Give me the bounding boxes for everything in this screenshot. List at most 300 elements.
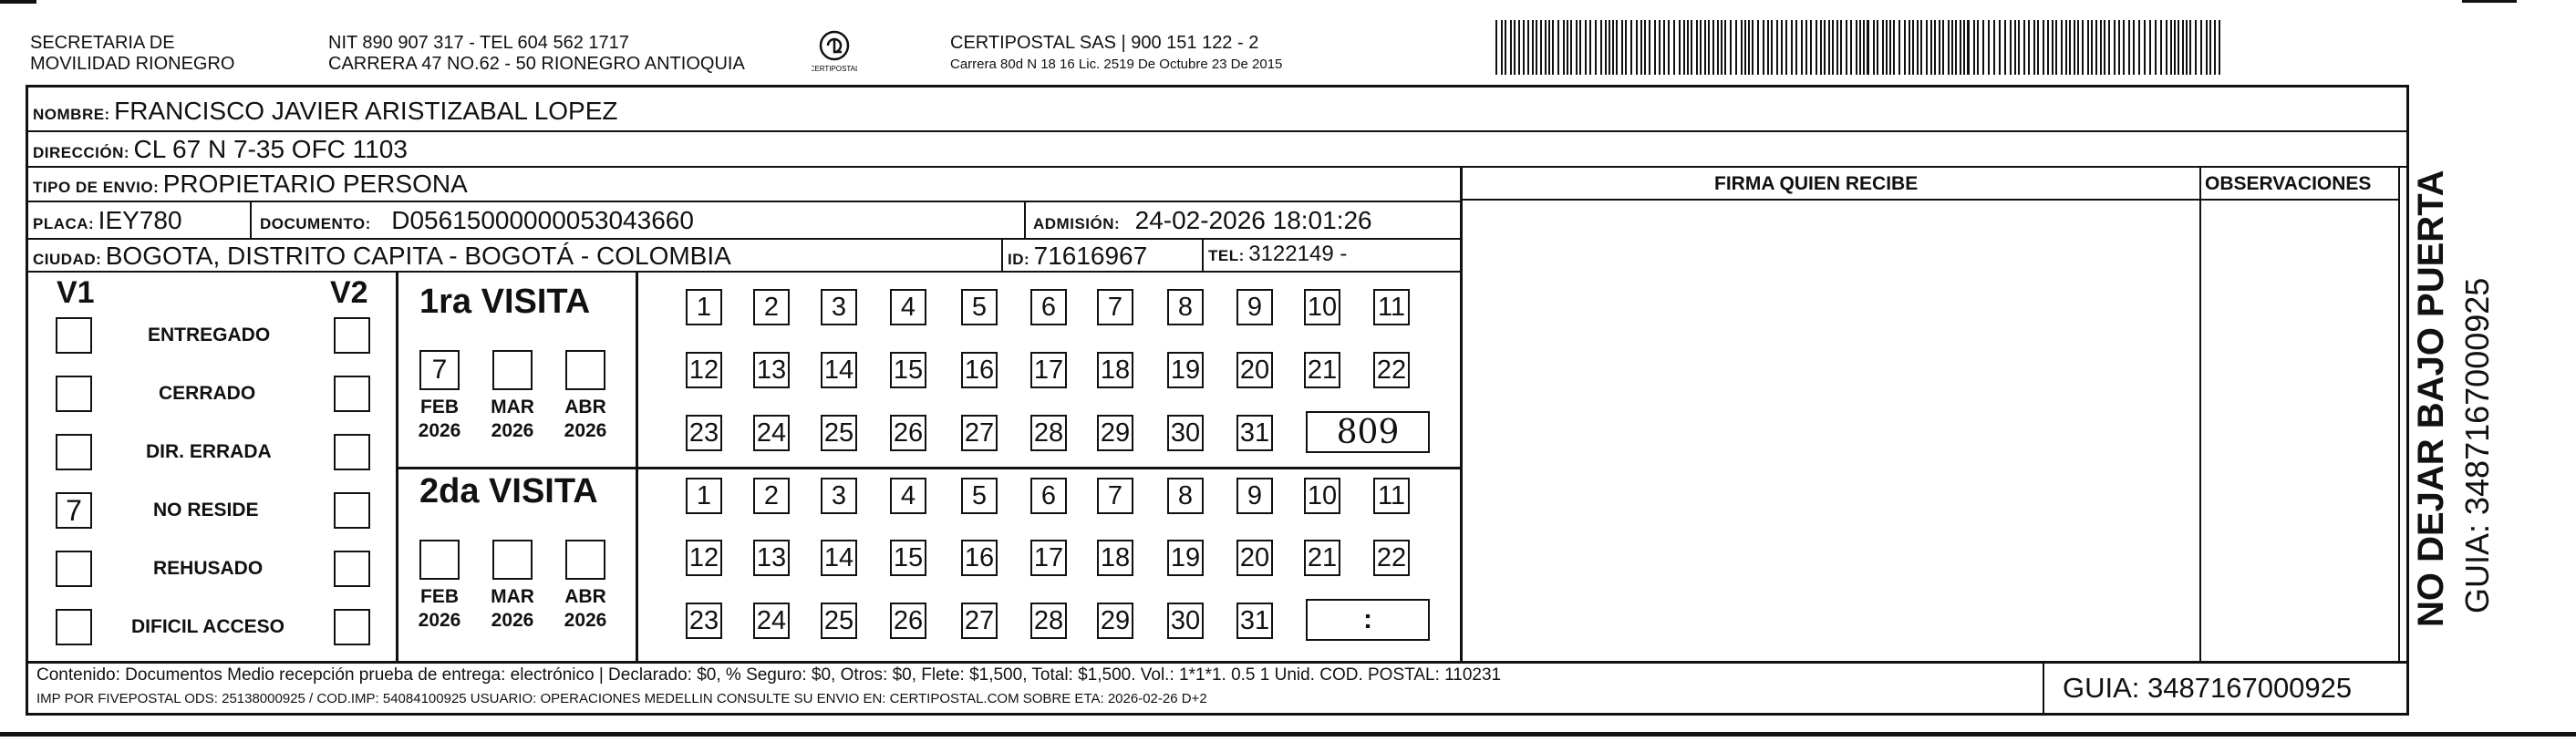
barcode-bar: [1679, 20, 1681, 75]
ciudad-label: CIUDAD:: [33, 251, 102, 268]
visit2-title: 2da VISITA: [419, 472, 598, 510]
day-box[interactable]: 20: [1236, 540, 1273, 576]
month-label: MAR: [491, 586, 534, 607]
day-box[interactable]: 15: [890, 352, 926, 388]
observaciones-header: OBSERVACIONES: [2205, 173, 2372, 194]
day-box[interactable]: 14: [821, 352, 857, 388]
barcode-bar: [1951, 20, 1953, 75]
day-box[interactable]: 16: [961, 540, 998, 576]
org-name: [30, 33, 234, 75]
barcode-bar: [1532, 20, 1534, 75]
visit2-time-box[interactable]: :: [1306, 599, 1430, 641]
barcode-bar: [1832, 20, 1834, 75]
nombre-label: NOMBRE:: [33, 106, 110, 123]
month-label: ABR: [564, 586, 606, 607]
footer-imp: IMP POR FIVEPOSTAL ODS: 25138000925 / COD.IMP: 54084100925 USUARIO: OPERACIONES MEDELLIN CONSULTE SU ENVIO EN: CERTIPOSTAL.COM SOBRE ETA: 2026-02-26 D+2: [36, 691, 1207, 706]
month-label: FEB: [420, 397, 459, 417]
barcode-bar: [1523, 20, 1525, 75]
barcode-bar: [1514, 20, 1516, 75]
day-box[interactable]: 7: [1097, 478, 1133, 514]
barcode-bar: [1649, 20, 1650, 75]
barcode-bar: [1785, 20, 1787, 75]
day-box[interactable]: 10: [1304, 478, 1340, 514]
barcode-bar: [1570, 20, 1572, 75]
barcode-bar: [1767, 20, 1769, 75]
barcode-bar: [1501, 20, 1503, 75]
barcode-bar: [1859, 20, 1861, 75]
barcode-bar: [1717, 20, 1719, 75]
day-box[interactable]: 31: [1236, 415, 1273, 451]
placa-row: [33, 206, 182, 235]
barcode-bar: [1993, 20, 1995, 75]
barcode-bar: [1545, 20, 1547, 75]
day-box[interactable]: 2: [753, 289, 790, 325]
day-box[interactable]: 9: [1236, 478, 1273, 514]
year-label: 2026: [491, 610, 534, 631]
footer-guia: GUIA: 3487167000925: [2063, 672, 2353, 704]
barcode-bar: [1576, 20, 1578, 75]
barcode-bar: [1540, 20, 1542, 75]
barcode-bar: [2061, 20, 2063, 75]
day-box[interactable]: 20: [1236, 352, 1273, 388]
barcode-bar: [2214, 20, 2216, 75]
barcode-bar: [1856, 20, 1857, 75]
vertical-guia: GUIA: 3487167000925: [2458, 277, 2496, 613]
barcode-bar: [2166, 20, 2167, 75]
barcode-bar: [1730, 20, 1732, 75]
certipostal-logo: [812, 29, 857, 77]
documento-label: DOCUMENTO:: [260, 215, 371, 232]
day-box[interactable]: 8: [1167, 289, 1204, 325]
tipo-envio-label: TIPO DE ENVIO:: [33, 179, 160, 196]
firma-header: FIRMA QUIEN RECIBE: [1714, 173, 1919, 194]
ciudad-row: [33, 242, 731, 271]
day-box[interactable]: 24: [753, 415, 790, 451]
day-box[interactable]: 17: [1030, 540, 1067, 576]
barcode-bar: [1595, 20, 1597, 75]
placa-label: PLACA:: [33, 215, 95, 232]
org-line-2: MOVILIDAD RIONEGRO: [30, 54, 235, 74]
company-info: [950, 33, 1282, 73]
v2-checkbox[interactable]: [334, 609, 370, 645]
day-box[interactable]: 23: [686, 603, 722, 639]
barcode-bar: [1781, 20, 1783, 75]
day-box[interactable]: 18: [1097, 540, 1133, 576]
barcode-bar: [1893, 20, 1895, 75]
address-line: CARRERA 47 NO.62 - 50 RIONEGRO ANTIOQUIA: [328, 54, 745, 74]
barcode-bar: [2118, 20, 2120, 75]
day-box[interactable]: 1: [686, 478, 722, 514]
barcode-bar: [2104, 20, 2105, 75]
barcode-bar: [2114, 20, 2116, 75]
day-box[interactable]: 11: [1373, 478, 1410, 514]
barcode-bar: [1934, 20, 1936, 75]
barcode-bar: [1820, 20, 1822, 75]
id-label: ID:: [1008, 251, 1030, 268]
barcode-bar: [2108, 20, 2110, 75]
barcode-bar: [1999, 20, 2001, 75]
v2-checkbox[interactable]: [334, 376, 370, 412]
barcode-bar: [1579, 20, 1581, 75]
barcode-bar: [1612, 20, 1614, 75]
documento-value: D05615000000053043660: [391, 206, 694, 234]
day-box[interactable]: 26: [890, 603, 926, 639]
barcode-bar: [1552, 20, 1554, 75]
day-box[interactable]: 3: [821, 289, 857, 325]
day-box[interactable]: 13: [753, 352, 790, 388]
barcode-bar: [1791, 20, 1793, 75]
admision-label: ADMISIÓN:: [1033, 215, 1121, 232]
day-box[interactable]: 8: [1167, 478, 1204, 514]
footer-contenido: Contenido: Documentos Medio recepción prueba de entrega: electrónico | Declarado: $0, % Seguro: $0, Otros: $0, Flete: $1,500, Total: $1,500. Vol.: 1*1*1. 0.5 1 Unid. COD. POSTAL: 110231: [36, 665, 1502, 685]
day-box[interactable]: 24: [753, 603, 790, 639]
barcode: [1495, 18, 2225, 77]
barcode-bar: [2082, 20, 2084, 75]
day-box[interactable]: 21: [1304, 352, 1340, 388]
v1-checkbox[interactable]: [56, 434, 92, 470]
barcode-bar: [2219, 20, 2220, 75]
barcode-bar: [2144, 20, 2146, 75]
v2-checkbox[interactable]: [334, 551, 370, 587]
barcode-bar: [1877, 20, 1878, 75]
barcode-bar: [1605, 20, 1607, 75]
barcode-bar: [2095, 20, 2097, 75]
v2-checkbox[interactable]: [334, 434, 370, 470]
barcode-bar: [1763, 20, 1764, 75]
month-label: MAR: [491, 397, 534, 417]
barcode-bar: [1886, 20, 1888, 75]
barcode-bar: [1917, 20, 1919, 75]
barcode-bar: [1563, 20, 1565, 75]
barcode-bar: [1673, 20, 1675, 75]
barcode-bar: [2077, 20, 2079, 75]
v1-checkbox[interactable]: 7: [56, 492, 92, 529]
status-label: DIFICIL ACCESO: [131, 616, 285, 637]
day-box[interactable]: 29: [1097, 603, 1133, 639]
status-label: NO RESIDE: [153, 500, 259, 520]
day-box[interactable]: 6: [1030, 289, 1067, 325]
company-line-1: CERTIPOSTAL SAS | 900 151 122 - 2: [950, 33, 1259, 53]
day-box[interactable]: 19: [1167, 352, 1204, 388]
barcode-bar: [2178, 20, 2179, 75]
barcode-bar: [2023, 20, 2025, 75]
v2-header: V2: [330, 275, 368, 310]
day-box[interactable]: 4: [890, 478, 926, 514]
day-box[interactable]: 14: [821, 540, 857, 576]
company-line-2: Carrera 80d N 18 16 Lic. 2519 De Octubre 23 De 2015: [950, 57, 1283, 72]
barcode-bar: [1977, 20, 1979, 75]
day-box[interactable]: 13: [753, 540, 790, 576]
barcode-bar: [2014, 20, 2016, 75]
barcode-bar: [1668, 20, 1670, 75]
barcode-bar: [2043, 20, 2044, 75]
barcode-bar: [2010, 20, 2012, 75]
barcode-bar: [2160, 20, 2162, 75]
barcode-bar: [1801, 20, 1803, 75]
barcode-bar: [2069, 20, 2071, 75]
barcode-bar: [1505, 20, 1506, 75]
barcode-bar: [1557, 20, 1559, 75]
day-box[interactable]: 26: [890, 415, 926, 451]
barcode-bar: [1696, 20, 1698, 75]
barcode-bar: [1960, 20, 1961, 75]
barcode-bar: [2055, 20, 2057, 75]
barcode-bar: [1776, 20, 1778, 75]
barcode-bar: [1654, 20, 1656, 75]
org-line-1: SECRETARIA DE: [30, 33, 175, 53]
direccion-label: DIRECCIÓN:: [33, 144, 130, 161]
day-box[interactable]: 5: [961, 289, 998, 325]
barcode-bar: [2037, 20, 2039, 75]
barcode-bar: [1828, 20, 1830, 75]
barcode-bar: [1741, 20, 1743, 75]
v1-header: V1: [57, 275, 95, 310]
barcode-bar: [2065, 20, 2067, 75]
barcode-bar: [1810, 20, 1812, 75]
svg-text:CERTIPOSTAL: CERTIPOSTAL: [812, 65, 857, 73]
day-box[interactable]: 27: [961, 415, 998, 451]
nit-line: NIT 890 907 317 - TEL 604 562 1717: [328, 33, 629, 53]
day-box[interactable]: 12: [686, 540, 722, 576]
barcode-bar: [2100, 20, 2102, 75]
day-box[interactable]: 18: [1097, 352, 1133, 388]
status-label: REHUSADO: [153, 558, 264, 579]
barcode-bar: [1548, 20, 1550, 75]
year-label: 2026: [564, 610, 607, 631]
day-box[interactable]: 25: [821, 603, 857, 639]
ciudad-value: BOGOTA, DISTRITO CAPITA - BOGOTÁ - COLOMBIA: [105, 242, 731, 270]
day-box[interactable]: 11: [1373, 289, 1410, 325]
barcode-bar: [1683, 20, 1685, 75]
nombre-row: [33, 97, 618, 126]
barcode-bar: [1836, 20, 1838, 75]
barcode-bar: [1663, 20, 1665, 75]
barcode-bar: [1625, 20, 1627, 75]
barcode-bar: [1963, 20, 1965, 75]
day-box[interactable]: 6: [1030, 478, 1067, 514]
barcode-bar: [1930, 20, 1932, 75]
v1-checkbox[interactable]: [56, 317, 92, 354]
barcode-bar: [1898, 20, 1900, 75]
barcode-bar: [2189, 20, 2191, 75]
barcode-bar: [2195, 20, 2197, 75]
tel-label: TEL:: [1208, 247, 1245, 264]
barcode-bar: [2074, 20, 2075, 75]
barcode-bar: [1630, 20, 1632, 75]
barcode-bar: [1589, 20, 1591, 75]
day-box[interactable]: 31: [1236, 603, 1273, 639]
day-box[interactable]: 17: [1030, 352, 1067, 388]
barcode-bar: [1636, 20, 1638, 75]
barcode-bar: [1609, 20, 1610, 75]
tipo-envio-row: [33, 170, 468, 199]
barcode-bar: [1704, 20, 1706, 75]
documento-row: [260, 206, 694, 235]
barcode-bar: [1912, 20, 1914, 75]
tel-row: [1208, 242, 1347, 267]
day-box[interactable]: 2: [753, 478, 790, 514]
vertical-warning: NO DEJAR BAJO PUERTA: [2411, 170, 2451, 627]
barcode-bar: [2149, 20, 2151, 75]
barcode-bar: [1795, 20, 1797, 75]
barcode-bar: [1771, 20, 1773, 75]
day-box[interactable]: 5: [961, 478, 998, 514]
month-checkbox[interactable]: [565, 540, 605, 580]
org-contact: [328, 33, 745, 75]
barcode-bar: [1882, 20, 1884, 75]
status-label: ENTREGADO: [148, 325, 271, 345]
barcode-bar: [1904, 20, 1906, 75]
v1-checkbox[interactable]: [56, 609, 92, 645]
barcode-bar: [2004, 20, 2006, 75]
barcode-bar: [1724, 20, 1726, 75]
barcode-bar: [2170, 20, 2172, 75]
day-box[interactable]: 29: [1097, 415, 1133, 451]
barcode-bar: [2200, 20, 2202, 75]
visit1-time-box[interactable]: 809: [1306, 411, 1430, 453]
barcode-bar: [1805, 20, 1807, 75]
barcode-bar: [1659, 20, 1660, 75]
barcode-bar: [1955, 20, 1957, 75]
barcode-bar: [1867, 20, 1869, 75]
v2-checkbox[interactable]: [334, 317, 370, 354]
barcode-bar: [1708, 20, 1710, 75]
barcode-bar: [2087, 20, 2089, 75]
day-box[interactable]: 30: [1167, 415, 1204, 451]
barcode-bar: [1909, 20, 1910, 75]
barcode-bar: [1816, 20, 1817, 75]
barcode-bar: [1873, 20, 1875, 75]
barcode-bar: [1824, 20, 1826, 75]
barcode-bar: [1744, 20, 1746, 75]
barcode-bar: [1942, 20, 1944, 75]
barcode-bar: [1948, 20, 1950, 75]
day-box[interactable]: 27: [961, 603, 998, 639]
barcode-bar: [1691, 20, 1692, 75]
month-label: ABR: [564, 397, 606, 417]
month-checkbox[interactable]: 7: [419, 350, 460, 390]
id-value: 71616967: [1033, 242, 1148, 270]
barcode-bar: [2091, 20, 2093, 75]
day-box[interactable]: 4: [890, 289, 926, 325]
barcode-bar: [1926, 20, 1928, 75]
direccion-row: [33, 135, 408, 164]
barcode-bar: [1967, 20, 1970, 75]
barcode-bar: [1712, 20, 1714, 75]
barcode-bar: [2138, 20, 2140, 75]
day-box[interactable]: 22: [1373, 540, 1410, 576]
barcode-bar: [2206, 20, 2208, 75]
barcode-bar: [1939, 20, 1940, 75]
month-checkbox[interactable]: [492, 350, 533, 390]
barcode-bar: [1748, 20, 1750, 75]
barcode-bar: [1920, 20, 1922, 75]
day-box[interactable]: 30: [1167, 603, 1204, 639]
year-label: 2026: [418, 610, 461, 631]
barcode-bar: [1850, 20, 1852, 75]
month-checkbox[interactable]: [565, 350, 605, 390]
status-label: DIR. ERRADA: [146, 441, 272, 462]
barcode-bar: [1988, 20, 1990, 75]
day-box[interactable]: 22: [1373, 352, 1410, 388]
barcode-bar: [1757, 20, 1759, 75]
barcode-bar: [2155, 20, 2157, 75]
barcode-bar: [1889, 20, 1891, 75]
tipo-envio-value: PROPIETARIO PERSONA: [162, 170, 468, 198]
barcode-bar: [1518, 20, 1520, 75]
day-box[interactable]: 12: [686, 352, 722, 388]
year-label: 2026: [418, 420, 461, 441]
barcode-bar: [1621, 20, 1623, 75]
day-box[interactable]: 3: [821, 478, 857, 514]
barcode-bar: [1567, 20, 1568, 75]
day-box[interactable]: 7: [1097, 289, 1133, 325]
tel-value: 3122149 -: [1248, 242, 1348, 266]
nombre-value: FRANCISCO JAVIER ARISTIZABAL LOPEZ: [114, 97, 618, 125]
barcode-bar: [2174, 20, 2176, 75]
barcode-bar: [2028, 20, 2030, 75]
day-box[interactable]: 9: [1236, 289, 1273, 325]
barcode-bar: [1982, 20, 1984, 75]
v2-checkbox[interactable]: [334, 492, 370, 529]
barcode-bar: [1687, 20, 1689, 75]
visit1-title: 1ra VISITA: [419, 283, 591, 321]
day-box[interactable]: 25: [821, 415, 857, 451]
barcode-bar: [1527, 20, 1529, 75]
day-box[interactable]: 28: [1030, 415, 1067, 451]
barcode-bar: [2182, 20, 2184, 75]
month-label: FEB: [420, 586, 459, 607]
barcode-bar: [1536, 20, 1537, 75]
status-label: CERRADO: [159, 383, 256, 404]
day-box[interactable]: 21: [1304, 540, 1340, 576]
day-box[interactable]: 10: [1304, 289, 1340, 325]
barcode-bar: [1973, 20, 1975, 75]
barcode-bar: [2033, 20, 2035, 75]
admision-value: 24-02-2026 18:01:26: [1134, 206, 1372, 234]
day-box[interactable]: 19: [1167, 540, 1204, 576]
month-checkbox[interactable]: [419, 540, 460, 580]
admision-row: [1033, 206, 1372, 235]
barcode-bar: [1495, 20, 1497, 75]
barcode-bar: [2209, 20, 2211, 75]
barcode-bar: [1700, 20, 1702, 75]
day-box[interactable]: 23: [686, 415, 722, 451]
day-box[interactable]: 15: [890, 540, 926, 576]
barcode-bar: [2128, 20, 2130, 75]
v1-checkbox[interactable]: [56, 551, 92, 587]
direccion-value: CL 67 N 7-35 OFC 1103: [133, 135, 408, 163]
barcode-bar: [1644, 20, 1646, 75]
barcode-bar: [2018, 20, 2020, 75]
day-box[interactable]: 28: [1030, 603, 1067, 639]
barcode-bar: [2133, 20, 2135, 75]
day-box[interactable]: 1: [686, 289, 722, 325]
barcode-bar: [1846, 20, 1847, 75]
barcode-bar: [2047, 20, 2049, 75]
barcode-bar: [1863, 20, 1865, 75]
month-checkbox[interactable]: [492, 540, 533, 580]
day-box[interactable]: 16: [961, 352, 998, 388]
barcode-bar: [1721, 20, 1723, 75]
barcode-bar: [1600, 20, 1602, 75]
barcode-bar: [2123, 20, 2125, 75]
year-label: 2026: [491, 420, 534, 441]
barcode-bar: [1735, 20, 1737, 75]
barcode-bar: [2052, 20, 2054, 75]
v1-checkbox[interactable]: [56, 376, 92, 412]
barcode-bar: [2186, 20, 2188, 75]
